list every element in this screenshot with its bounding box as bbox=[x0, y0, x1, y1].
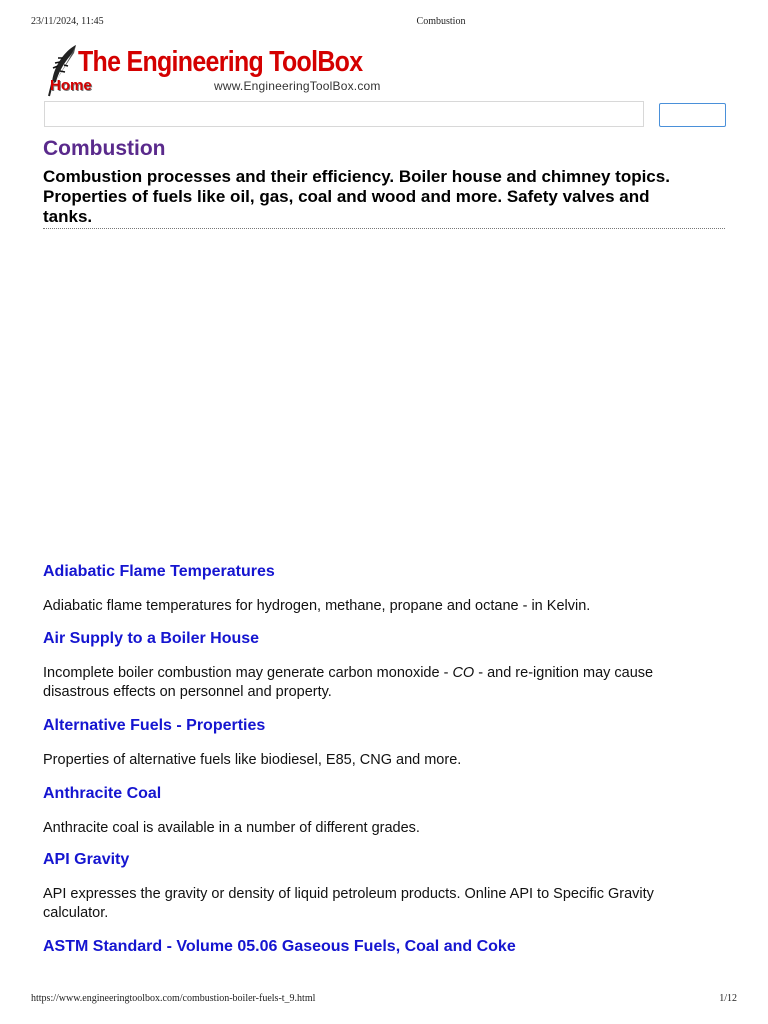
print-header bbox=[0, 16, 768, 30]
print-page-number: 1/12 bbox=[719, 993, 737, 1004]
topic-link-alternative-fuels[interactable]: Alternative Fuels - Properties bbox=[43, 717, 266, 734]
topic-description-text: Incomplete boiler combustion may generate carbon monoxide - bbox=[43, 665, 453, 681]
topic-description: API expresses the gravity or density of liquid petroleum products. Online API to Specific Gravity calculator. bbox=[43, 886, 654, 921]
divider bbox=[43, 228, 725, 229]
topic-link-adiabatic-flame-temperatures[interactable]: Adiabatic Flame Temperatures bbox=[43, 563, 275, 580]
topic-description: Properties of alternative fuels like biodiesel, E85, CNG and more. bbox=[43, 752, 462, 768]
page-title: Combustion bbox=[43, 137, 166, 160]
topic-description bbox=[43, 664, 713, 702]
topic-description: Adiabatic flame temperatures for hydrogen, methane, propane and octane - in Kelvin. bbox=[43, 598, 591, 614]
search-button[interactable] bbox=[659, 103, 726, 127]
print-footer bbox=[0, 993, 768, 1007]
site-logo[interactable] bbox=[44, 44, 384, 98]
page-lead: Combustion processes and their efficiency. Boiler house and chimney topics. Properties of fuels like oil, gas, coal and wood and more. Safety valves and tanks. bbox=[43, 167, 670, 226]
print-datetime: 23/11/2024, 11:45 bbox=[31, 16, 104, 27]
print-page-url: https://www.engineeringtoolbox.com/combustion-boiler-fuels-t_9.html bbox=[31, 993, 316, 1004]
co-abbreviation: CO bbox=[452, 665, 475, 681]
topic-link-air-supply-boiler-house[interactable]: Air Supply to a Boiler House bbox=[43, 630, 260, 647]
brand-name: The Engineering ToolBox bbox=[78, 46, 363, 78]
topic-link-api-gravity[interactable]: API Gravity bbox=[43, 851, 130, 868]
topic-link-anthracite-coal[interactable]: Anthracite Coal bbox=[43, 785, 162, 802]
home-link[interactable]: Home bbox=[50, 77, 92, 94]
search-input[interactable] bbox=[44, 101, 644, 127]
ad-placeholder bbox=[43, 236, 725, 546]
topic-link-astm-standard[interactable]: ASTM Standard - Volume 05.06 Gaseous Fuels, Coal and Coke bbox=[43, 938, 516, 955]
topic-description-text: - and re-ignition may cause disastrous effects on personnel and property. bbox=[43, 665, 654, 700]
site-url: www.EngineeringToolBox.com bbox=[214, 79, 381, 93]
topic-description: Anthracite coal is available in a number of different grades. bbox=[43, 820, 420, 836]
print-document-title: Combustion bbox=[416, 16, 466, 27]
